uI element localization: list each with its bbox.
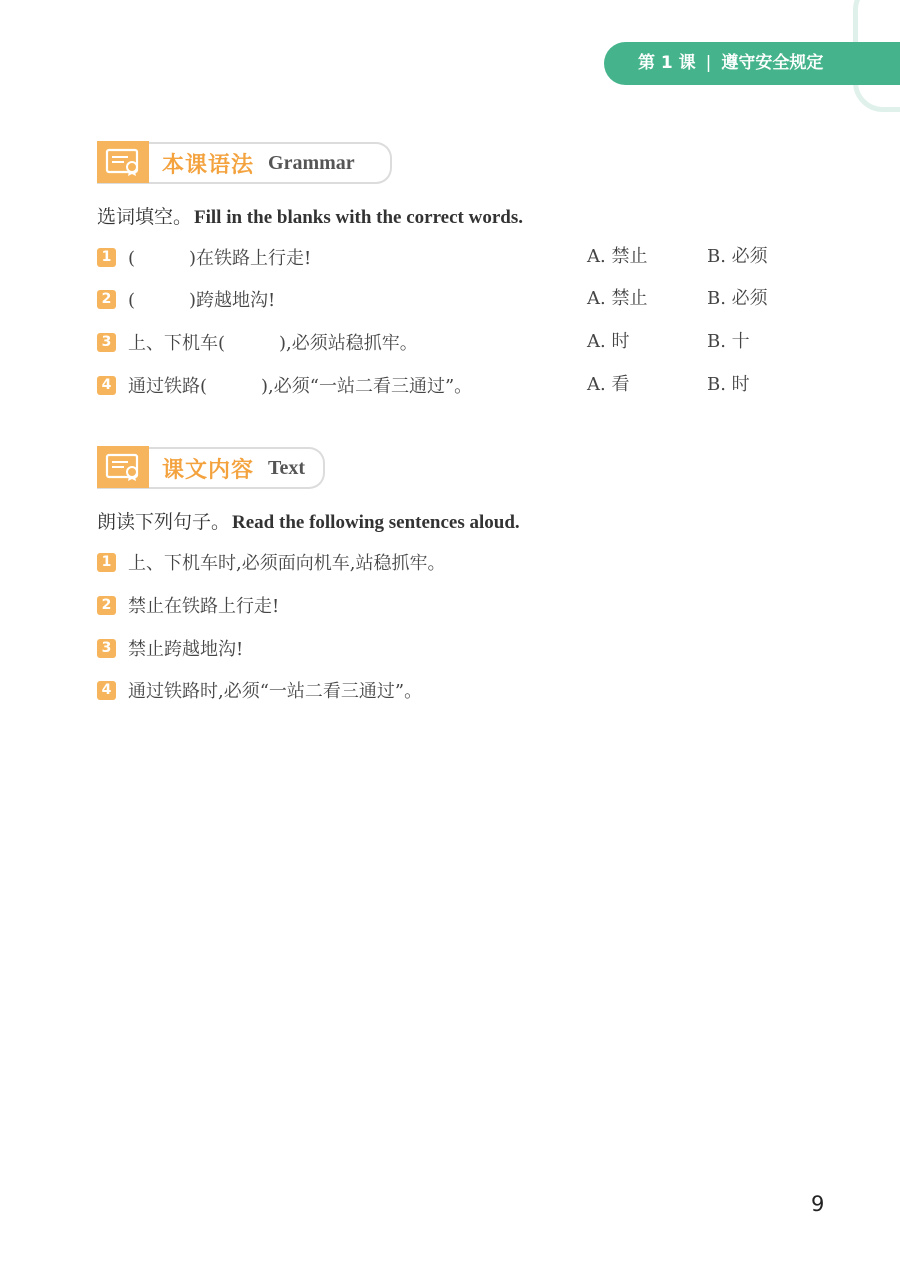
text-title-en: Text [268, 456, 306, 479]
lesson-separator: | [705, 53, 712, 73]
question-number-badge: 4 [97, 376, 116, 395]
question-number-badge: 1 [97, 248, 116, 267]
option-b: B. 时 [707, 374, 750, 395]
lesson-title: 遵守安全规定 [721, 53, 824, 73]
page-number: 9 [811, 1192, 825, 1216]
text-instruction-en: Read the following sentences aloud. [232, 512, 520, 533]
sentence-text: 通过铁路时,必须“一站二看三通过”。 [128, 681, 423, 702]
grammar-title-en: Grammar [268, 151, 355, 174]
option-a: A. 禁止 [587, 288, 648, 309]
question-text: ( )跨越地沟! [128, 290, 276, 311]
sentence-text: 禁止在铁路上行走! [128, 596, 280, 617]
certificate-icon [97, 446, 149, 488]
question-text: ( )在铁路上行走! [128, 248, 312, 269]
grammar-section-header [97, 142, 392, 184]
grammar-instruction-zh: 选词填空。 [97, 206, 193, 228]
question-text: 上、下机车( ),必须站稳抓牢。 [128, 333, 418, 354]
text-sentence-4 [97, 678, 422, 702]
question-number-badge: 3 [97, 333, 116, 352]
text-sentence-2 [97, 593, 279, 617]
sentence-number-badge: 2 [97, 596, 116, 615]
text-sentence-3 [97, 636, 243, 660]
option-a: A. 看 [587, 374, 630, 395]
sentence-text: 上、下机车时,必须面向机车,站稳抓牢。 [128, 553, 446, 574]
lesson-label: 第 1 课 [638, 53, 696, 73]
option-a: A. 禁止 [587, 246, 648, 267]
text-section-header [97, 447, 325, 489]
grammar-question-2 [97, 287, 275, 311]
option-b: B. 必须 [707, 246, 768, 267]
option-b: B. 十 [707, 331, 750, 352]
grammar-question-4 [97, 373, 472, 397]
grammar-title-zh: 本课语法 [162, 152, 255, 178]
grammar-question-1 [97, 245, 311, 269]
sentence-text: 禁止跨越地沟! [128, 639, 244, 660]
sentence-number-badge: 1 [97, 553, 116, 572]
question-text: 通过铁路( ),必须“一站二看三通过”。 [128, 376, 473, 397]
text-sentence-1 [97, 550, 445, 574]
sentence-number-badge: 4 [97, 681, 116, 700]
lesson-header-tab [604, 42, 900, 85]
grammar-instruction-en: Fill in the blanks with the correct words. [194, 207, 523, 228]
grammar-instruction [97, 202, 523, 229]
text-title-zh: 课文内容 [162, 457, 255, 483]
grammar-question-3 [97, 330, 418, 354]
text-instruction [97, 507, 520, 534]
option-a: A. 时 [587, 331, 630, 352]
option-b: B. 必须 [707, 288, 768, 309]
question-number-badge: 2 [97, 290, 116, 309]
certificate-icon [97, 141, 149, 183]
text-instruction-zh: 朗读下列句子。 [97, 511, 231, 533]
sentence-number-badge: 3 [97, 639, 116, 658]
